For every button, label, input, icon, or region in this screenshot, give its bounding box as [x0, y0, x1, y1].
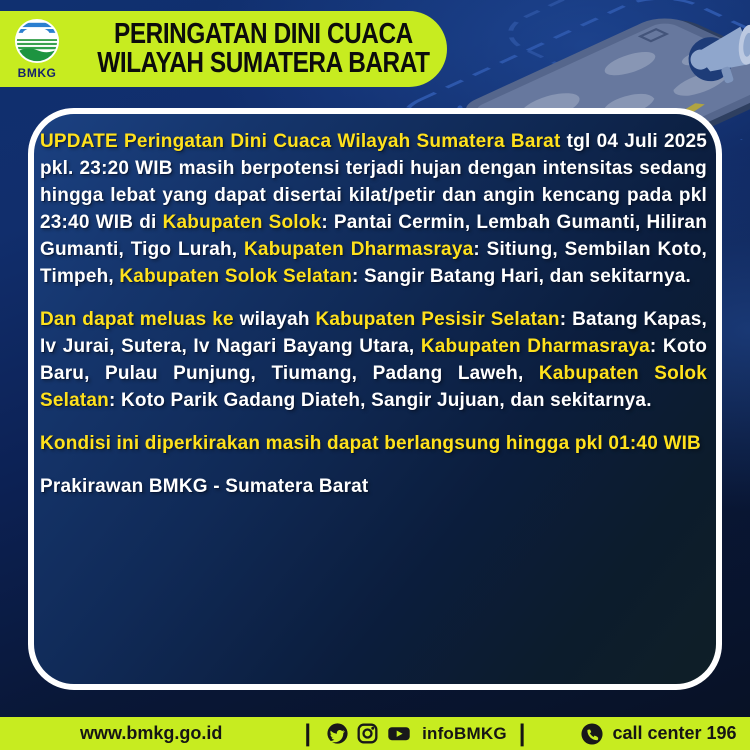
bmkg-logo-icon: [14, 18, 60, 64]
bmkg-logo-label: BMKG: [17, 66, 57, 80]
footer-bar: [0, 717, 750, 750]
alert-text: [40, 128, 707, 500]
header-band: [0, 11, 447, 87]
instagram-icon[interactable]: [357, 723, 378, 744]
alert-panel: [28, 108, 722, 690]
twitter-icon[interactable]: [327, 723, 348, 744]
bmkg-logo: [13, 18, 61, 80]
alert-paragraph: Kondisi ini diperkirakan masih dapat berlangsung hingga pkl 01:40 WIB: [40, 433, 701, 454]
alert-paragraph: Dan dapat meluas ke wilayah Kabupaten Pesisir Selatan: Batang Kapas, Iv Jurai, Sutera, Iv Nagari Bayang Utara, Kabupaten Dharmasraya: Koto Baru, Pulau Punjung, Tiumang, Padang Laweh, Kabupaten Solok Selatan: Koto Parik Gadang Diateh, Sangir Jujuan, dan sekitarnya.: [40, 309, 707, 411]
call-center-label[interactable]: call center 196: [612, 723, 737, 743]
alert-paragraph: UPDATE Peringatan Dini Cuaca Wilayah Sumatera Barat tgl 04 Juli 2025 pkl. 23:20 WIB masih berpotensi terjadi hujan dengan intensitas sedang hingga lebat yang dapat disertai kilat/petir dan angin kencang pada pkl 23:40 WIB di Kabupaten Solok: Pantai Cermin, Lembah Gumanti, Hiliran Gumanti, Tigo Lurah, Kabupaten Dharmasraya: Sitiung, Sembilan Koto, Timpeh, Kabupaten Solok Selatan: Sangir Batang Hari, dan sekitarnya.: [40, 131, 708, 287]
social-icons: [327, 723, 411, 744]
title-line-2: WILAYAH SUMATERA BARAT: [97, 47, 430, 79]
title-line-1: PERINGATAN DINI CUACA: [113, 18, 413, 50]
website-link[interactable]: www.bmkg.go.id: [80, 723, 223, 743]
footer-separator: |: [304, 719, 312, 747]
page-title: [97, 20, 478, 78]
phone-icon: [581, 723, 603, 745]
call-center-group: [581, 723, 736, 745]
youtube-icon[interactable]: [387, 723, 411, 744]
alert-paragraph: Prakirawan BMKG - Sumatera Barat: [40, 476, 369, 497]
footer-separator: |: [518, 719, 526, 747]
social-handle: infoBMKG: [422, 723, 507, 743]
